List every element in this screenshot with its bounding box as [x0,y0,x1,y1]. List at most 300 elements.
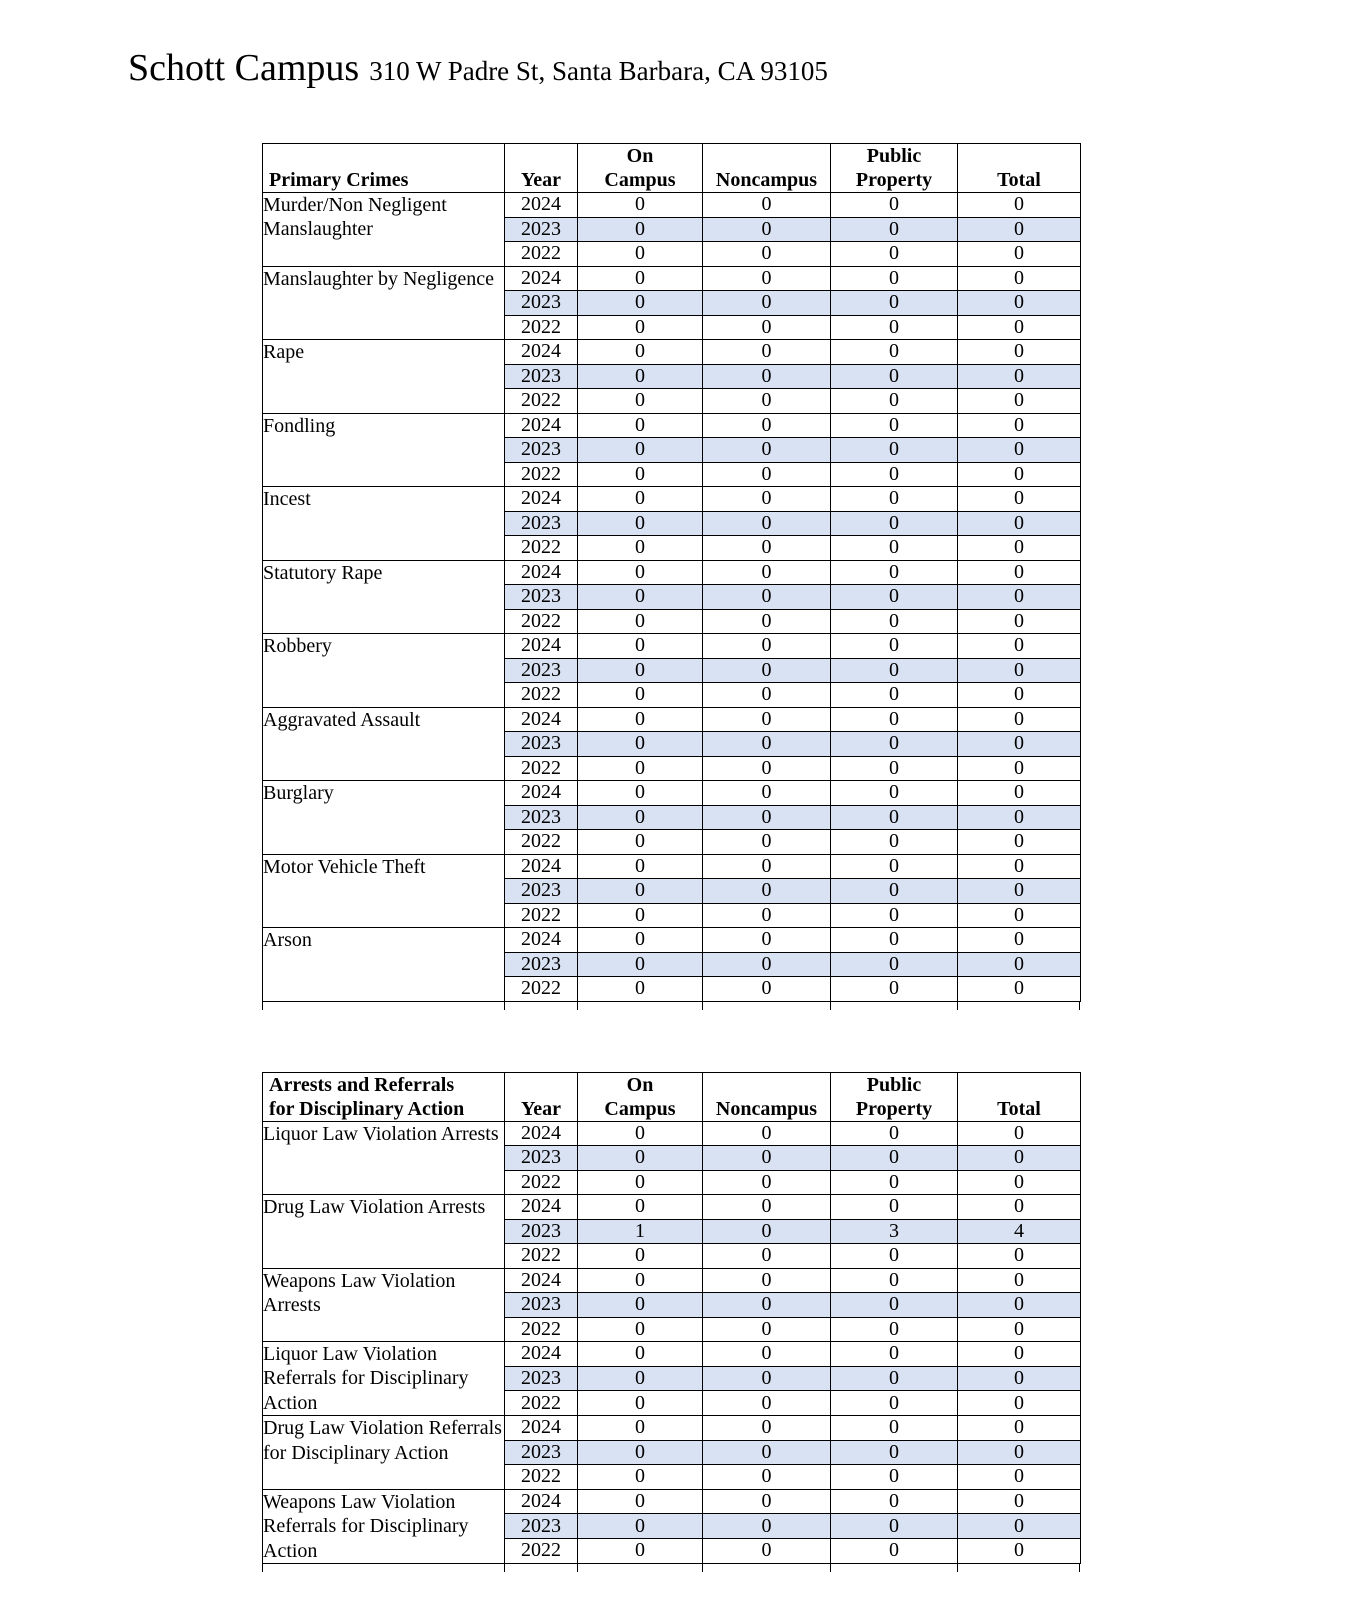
header-row [263,1072,1081,1121]
value-cell: 0 [578,683,703,708]
value-cell: 0 [578,217,703,242]
value-cell: 0 [831,952,958,977]
value-cell: 0 [958,1514,1081,1539]
value-cell: 0 [578,560,703,585]
year-cell: 2023 [505,658,578,683]
value-cell: 0 [958,585,1081,610]
year-cell: 2024 [505,1195,578,1220]
value-cell: 0 [578,658,703,683]
value-cell: 0 [703,585,831,610]
value-cell: 0 [958,1317,1081,1342]
value-cell: 0 [831,266,958,291]
value-cell: 0 [703,1440,831,1465]
year-cell: 2023 [505,291,578,316]
value-cell: 0 [958,805,1081,830]
continuation-stub [1079,1002,1080,1010]
category-cell: Manslaughter by Negligence [263,266,505,340]
value-cell: 0 [703,242,831,267]
value-cell: 0 [703,928,831,953]
value-cell: 0 [831,781,958,806]
category-cell: Motor Vehicle Theft [263,854,505,928]
value-cell: 0 [831,683,958,708]
category-cell: Drug Law Violation Referrals for Disciplinary Action [263,1416,505,1490]
value-cell: 0 [958,781,1081,806]
value-cell: 0 [578,977,703,1002]
column-header-cell [703,1072,831,1121]
value-cell: 0 [958,1539,1081,1564]
value-cell: 0 [958,1293,1081,1318]
value-cell: 0 [958,413,1081,438]
value-cell: 4 [958,1219,1081,1244]
value-cell: 0 [578,340,703,365]
category-cell: Murder/Non Negligent Manslaughter [263,193,505,267]
value-cell: 0 [831,830,958,855]
year-cell: 2022 [505,756,578,781]
value-cell: 0 [958,511,1081,536]
year-cell: 2024 [505,707,578,732]
value-cell: 0 [831,1514,958,1539]
value-cell: 0 [703,756,831,781]
column-header-line: Campus [604,169,676,191]
continuation-stub [830,1564,831,1572]
category-header-line: for Disciplinary Action [269,1097,465,1120]
value-cell: 0 [831,1539,958,1564]
column-header-cell [958,144,1081,193]
value-cell: 0 [578,1440,703,1465]
value-cell: 0 [958,683,1081,708]
category-cell: Liquor Law Violation Referrals for Disciplinary Action [263,1342,505,1416]
year-cell: 2024 [505,1489,578,1514]
year-cell: 2024 [505,413,578,438]
value-cell: 0 [578,707,703,732]
table-row [263,1489,1081,1514]
value-cell: 0 [958,364,1081,389]
value-cell: 0 [831,389,958,414]
value-cell: 0 [958,658,1081,683]
value-cell: 0 [703,315,831,340]
table-row [263,193,1081,218]
year-cell: 2023 [505,1514,578,1539]
table-row [263,340,1081,365]
value-cell: 0 [958,1489,1081,1514]
value-cell: 0 [831,1416,958,1441]
year-cell: 2024 [505,487,578,512]
campus-address: 310 W Padre St, Santa Barbara, CA 93105 [369,56,828,86]
value-cell: 0 [578,1121,703,1146]
year-cell: 2022 [505,1539,578,1564]
table-continuation-stubs [262,1564,1080,1573]
column-header-cell [831,144,958,193]
value-cell: 0 [831,1170,958,1195]
year-cell: 2023 [505,1293,578,1318]
value-cell: 0 [831,634,958,659]
continuation-stub [702,1564,703,1572]
value-cell: 0 [578,781,703,806]
value-cell: 0 [703,413,831,438]
value-cell: 0 [958,536,1081,561]
value-cell: 0 [958,756,1081,781]
value-cell: 0 [703,879,831,904]
value-cell: 0 [831,928,958,953]
value-cell: 0 [958,1391,1081,1416]
column-header-cell [831,1072,958,1121]
value-cell: 0 [703,952,831,977]
year-cell: 2023 [505,364,578,389]
table-row [263,413,1081,438]
value-cell: 0 [831,438,958,463]
column-header-line: Property [855,169,933,191]
value-cell: 0 [958,609,1081,634]
continuation-stub [830,1002,831,1010]
value-cell: 0 [958,1195,1081,1220]
column-header-line: Public [866,1073,922,1096]
value-cell: 0 [703,266,831,291]
value-cell: 0 [578,438,703,463]
value-cell: 0 [958,266,1081,291]
value-cell: 0 [831,805,958,830]
value-cell: 0 [831,1121,958,1146]
value-cell: 0 [831,1465,958,1490]
value-cell: 0 [831,707,958,732]
table-row [263,707,1081,732]
continuation-stub [504,1002,505,1010]
year-cell: 2022 [505,1317,578,1342]
table-continuation-stubs [262,1002,1080,1011]
category-header-cell [263,144,505,193]
value-cell: 0 [831,242,958,267]
value-cell: 0 [831,756,958,781]
value-cell: 0 [703,511,831,536]
value-cell: 0 [703,487,831,512]
value-cell: 0 [958,217,1081,242]
value-cell: 0 [703,1195,831,1220]
value-cell: 0 [578,1416,703,1441]
value-cell: 0 [958,462,1081,487]
year-cell: 2022 [505,389,578,414]
year-cell: 2024 [505,1416,578,1441]
value-cell: 0 [831,1440,958,1465]
value-cell: 0 [831,1195,958,1220]
header-row [263,144,1081,193]
year-cell: 2023 [505,217,578,242]
year-cell: 2023 [505,879,578,904]
column-header-line: Total [997,169,1041,191]
table-row [263,1416,1081,1441]
value-cell: 0 [578,854,703,879]
year-cell: 2024 [505,340,578,365]
value-cell: 0 [578,903,703,928]
value-cell: 0 [703,1170,831,1195]
year-cell: 2022 [505,1244,578,1269]
value-cell: 0 [831,609,958,634]
column-header-line: On [626,145,654,167]
year-cell: 2022 [505,977,578,1002]
year-cell: 2022 [505,315,578,340]
value-cell: 0 [703,1539,831,1564]
value-cell: 0 [703,1317,831,1342]
value-cell: 0 [831,1244,958,1269]
value-cell: 0 [958,952,1081,977]
column-header-line: Noncampus [715,1097,818,1120]
year-cell: 2024 [505,1342,578,1367]
category-cell: Statutory Rape [263,560,505,634]
year-cell: 2024 [505,634,578,659]
category-header-line: Arrests and Referrals [269,1073,455,1096]
value-cell: 0 [703,1268,831,1293]
value-cell: 0 [703,1146,831,1171]
value-cell: 0 [703,1391,831,1416]
value-cell: 0 [578,756,703,781]
value-cell: 0 [958,291,1081,316]
table-row [263,854,1081,879]
value-cell: 0 [831,462,958,487]
value-cell: 0 [831,1489,958,1514]
year-cell: 2023 [505,1146,578,1171]
value-cell: 0 [958,977,1081,1002]
column-header-cell [958,1072,1081,1121]
column-header-line: Noncampus [715,169,818,191]
category-cell: Arson [263,928,505,1002]
primary-crimes-table [262,143,1081,1002]
column-header-line: Total [997,1097,1041,1120]
value-cell: 0 [578,732,703,757]
continuation-stub [504,1564,505,1572]
arrests-referrals-wrapper [262,1072,1080,1573]
value-cell: 0 [578,511,703,536]
value-cell: 0 [958,193,1081,218]
value-cell: 0 [578,462,703,487]
value-cell: 0 [831,413,958,438]
value-cell: 0 [831,1391,958,1416]
value-cell: 0 [703,683,831,708]
value-cell: 0 [958,1342,1081,1367]
value-cell: 0 [831,291,958,316]
campus-name: Schott Campus [128,47,360,89]
value-cell: 0 [703,830,831,855]
year-cell: 2024 [505,928,578,953]
column-header-line: Campus [604,1097,676,1120]
value-cell: 0 [703,977,831,1002]
category-cell: Incest [263,487,505,561]
year-cell: 2024 [505,1268,578,1293]
value-cell: 0 [958,903,1081,928]
value-cell: 0 [831,193,958,218]
value-cell: 0 [578,193,703,218]
value-cell: 0 [578,1489,703,1514]
value-cell: 0 [578,928,703,953]
value-cell: 0 [831,658,958,683]
value-cell: 0 [578,536,703,561]
continuation-stub [577,1002,578,1010]
value-cell: 0 [703,1366,831,1391]
category-cell: Robbery [263,634,505,708]
year-cell: 2023 [505,1219,578,1244]
year-cell: 2022 [505,903,578,928]
year-cell: 2024 [505,193,578,218]
continuation-stub [702,1002,703,1010]
value-cell: 0 [578,315,703,340]
table-row [263,560,1081,585]
year-cell: 2022 [505,609,578,634]
value-cell: 0 [578,1293,703,1318]
value-cell: 0 [578,1539,703,1564]
year-cell: 2022 [505,1465,578,1490]
table-row [263,1195,1081,1220]
year-cell: 2022 [505,1170,578,1195]
value-cell: 0 [958,315,1081,340]
value-cell: 0 [703,1489,831,1514]
category-cell: Aggravated Assault [263,707,505,781]
value-cell: 0 [703,634,831,659]
value-cell: 0 [703,462,831,487]
value-cell: 0 [703,536,831,561]
value-cell: 0 [958,707,1081,732]
value-cell: 0 [831,977,958,1002]
value-cell: 0 [958,928,1081,953]
continuation-stub [262,1002,263,1010]
category-cell: Weapons Law Violation Arrests [263,1268,505,1342]
table-row [263,928,1081,953]
year-cell: 2024 [505,560,578,585]
value-cell: 0 [831,560,958,585]
table-row [263,487,1081,512]
continuation-stub [1079,1564,1080,1572]
value-cell: 0 [958,1170,1081,1195]
value-cell: 0 [958,389,1081,414]
table-row [263,1121,1081,1146]
year-cell: 2023 [505,1440,578,1465]
value-cell: 0 [578,879,703,904]
value-cell: 0 [958,1416,1081,1441]
value-cell: 0 [703,781,831,806]
value-cell: 0 [578,389,703,414]
value-cell: 0 [578,413,703,438]
value-cell: 0 [831,487,958,512]
value-cell: 0 [831,585,958,610]
year-header-cell: Year [505,144,578,193]
value-cell: 0 [578,487,703,512]
table-row [263,634,1081,659]
continuation-stub [262,1564,263,1572]
category-header-cell [263,1072,505,1121]
value-cell: 0 [958,854,1081,879]
value-cell: 0 [958,1366,1081,1391]
value-cell: 0 [958,1121,1081,1146]
year-cell: 2022 [505,830,578,855]
value-cell: 0 [703,609,831,634]
value-cell: 0 [958,560,1081,585]
value-cell: 0 [578,266,703,291]
value-cell: 0 [578,585,703,610]
value-cell: 0 [578,1342,703,1367]
column-header-line: Property [855,1097,933,1120]
value-cell: 0 [958,340,1081,365]
column-header-cell [578,144,703,193]
column-header-line: On [626,1073,654,1096]
value-cell: 0 [958,487,1081,512]
value-cell: 0 [578,364,703,389]
tables-container [262,143,1080,1573]
value-cell: 0 [703,903,831,928]
value-cell: 0 [703,805,831,830]
value-cell: 0 [958,438,1081,463]
value-cell: 0 [703,1293,831,1318]
value-cell: 0 [703,1416,831,1441]
value-cell: 0 [831,1366,958,1391]
year-cell: 2022 [505,1391,578,1416]
value-cell: 0 [578,1366,703,1391]
value-cell: 0 [703,1342,831,1367]
value-cell: 0 [703,1219,831,1244]
table-row [263,1342,1081,1367]
category-header-line: Primary Crimes [269,169,409,191]
value-cell: 0 [831,854,958,879]
value-cell: 0 [958,1268,1081,1293]
year-cell: 2022 [505,536,578,561]
value-cell: 0 [831,217,958,242]
value-cell: 0 [578,609,703,634]
arrests-referrals-table [262,1072,1081,1564]
value-cell: 0 [831,903,958,928]
year-cell: 2024 [505,781,578,806]
value-cell: 0 [578,1317,703,1342]
value-cell: 0 [703,193,831,218]
table-row [263,781,1081,806]
value-cell: 0 [831,364,958,389]
value-cell: 0 [578,1268,703,1293]
value-cell: 0 [703,732,831,757]
value-cell: 0 [831,1317,958,1342]
category-cell: Liquor Law Violation Arrests [263,1121,505,1195]
value-cell: 0 [958,1146,1081,1171]
value-cell: 0 [578,1170,703,1195]
year-cell: 2023 [505,438,578,463]
value-cell: 0 [958,1440,1081,1465]
value-cell: 0 [831,1293,958,1318]
year-header-cell: Year [505,1072,578,1121]
campus-header [128,48,828,90]
value-cell: 0 [578,242,703,267]
value-cell: 0 [958,879,1081,904]
continuation-stub [957,1564,958,1572]
value-cell: 0 [831,1146,958,1171]
value-cell: 0 [703,389,831,414]
value-cell: 0 [831,1268,958,1293]
value-cell: 0 [831,511,958,536]
column-header-cell [578,1072,703,1121]
value-cell: 0 [703,364,831,389]
category-cell: Drug Law Violation Arrests [263,1195,505,1269]
year-cell: 2023 [505,952,578,977]
value-cell: 0 [703,340,831,365]
year-cell: 2023 [505,805,578,830]
value-cell: 0 [703,1514,831,1539]
year-cell: 2022 [505,683,578,708]
continuation-stub [957,1002,958,1010]
category-cell: Weapons Law Violation Referrals for Disciplinary Action [263,1489,505,1563]
year-cell: 2024 [505,854,578,879]
category-cell: Fondling [263,413,505,487]
year-cell: 2023 [505,1366,578,1391]
value-cell: 0 [578,1465,703,1490]
value-cell: 0 [958,732,1081,757]
value-cell: 0 [703,707,831,732]
year-cell: 2022 [505,242,578,267]
value-cell: 0 [703,1121,831,1146]
value-cell: 0 [958,1465,1081,1490]
year-cell: 2024 [505,1121,578,1146]
value-cell: 3 [831,1219,958,1244]
